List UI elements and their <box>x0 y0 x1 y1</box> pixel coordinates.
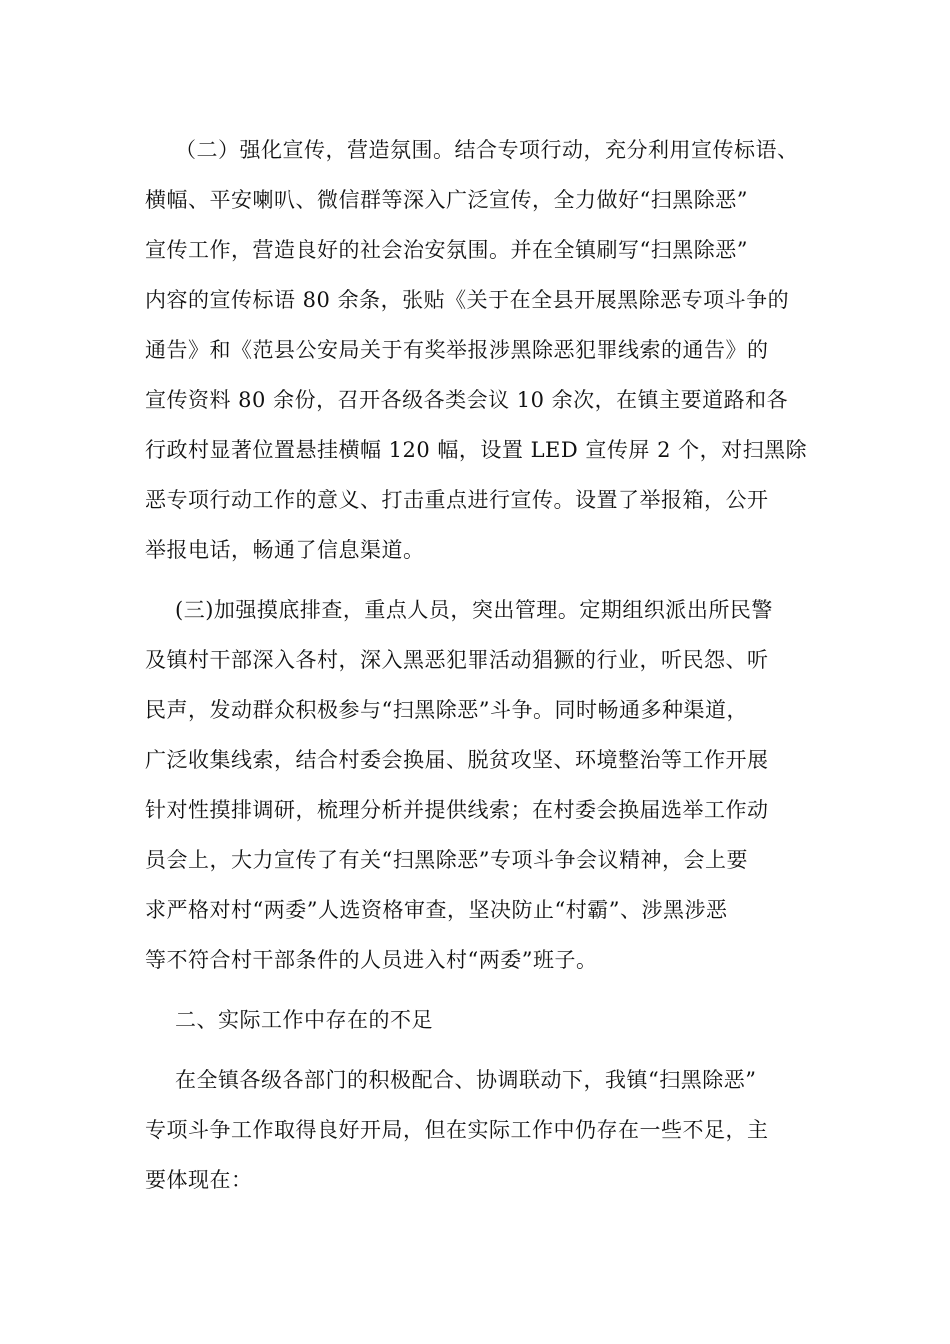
text-line: 举报电话，畅通了信息渠道。 <box>145 538 425 562</box>
text-line: 通告》和《范县公安局关于有奖举报涉黑除恶犯罪线索的通告》的 <box>145 338 769 362</box>
text-line: （二）强化宣传，营造氛围。结合专项行动，充分利用宣传标语、 <box>175 138 799 162</box>
section-heading: 二、实际工作中存在的不足 <box>175 1008 433 1032</box>
text-line: 广泛收集线索，结合村委会换届、脱贫攻坚、环境整治等工作开展 <box>145 748 769 772</box>
text-line: 民声，发动群众积极参与“扫黑除恶”斗争。同时畅通多种渠道， <box>145 698 748 722</box>
text-line: 横幅、平安喇叭、微信群等深入广泛宣传，全力做好“扫黑除恶” <box>145 188 748 212</box>
text-line: 宣传资料 80 余份，召开各级各类会议 10 余次，在镇主要道路和各 <box>145 388 789 412</box>
text-line: 内容的宣传标语 80 余条，张贴《关于在全县开展黑除恶专项斗争的 <box>145 288 790 312</box>
text-line: 宣传工作，营造良好的社会治安氛围。并在全镇刷写“扫黑除恶” <box>145 238 748 262</box>
text-line: 求严格对村“两委”人选资格审查，坚决防止“村霸”、涉黑涉恶 <box>145 898 728 922</box>
text-line: 在全镇各级各部门的积极配合、协调联动下，我镇“扫黑除恶” <box>175 1068 757 1092</box>
text-line: 专项斗争工作取得良好开局，但在实际工作中仍存在一些不足，主 <box>145 1118 769 1142</box>
text-line: 要体现在： <box>145 1168 253 1192</box>
text-line: 针对性摸排调研，梳理分析并提供线索；在村委会换届选举工作动 <box>145 798 769 822</box>
text-line: 恶专项行动工作的意义、打击重点进行宣传。设置了举报箱，公开 <box>145 488 769 512</box>
text-line: 行政村显著位置悬挂横幅 120 幅，设置 LED 宣传屏 2 个，对扫黑除 <box>145 438 808 462</box>
text-line: 员会上，大力宣传了有关“扫黑除恶”专项斗争会议精神，会上要 <box>145 848 748 872</box>
text-line: 及镇村干部深入各村，深入黑恶犯罪活动猖獗的行业，听民怨、听 <box>145 648 769 672</box>
text-line: (三)加强摸底排查，重点人员，突出管理。定期组织派出所民警 <box>175 598 773 622</box>
text-line: 等不符合村干部条件的人员进入村“两委”班子。 <box>145 948 598 972</box>
